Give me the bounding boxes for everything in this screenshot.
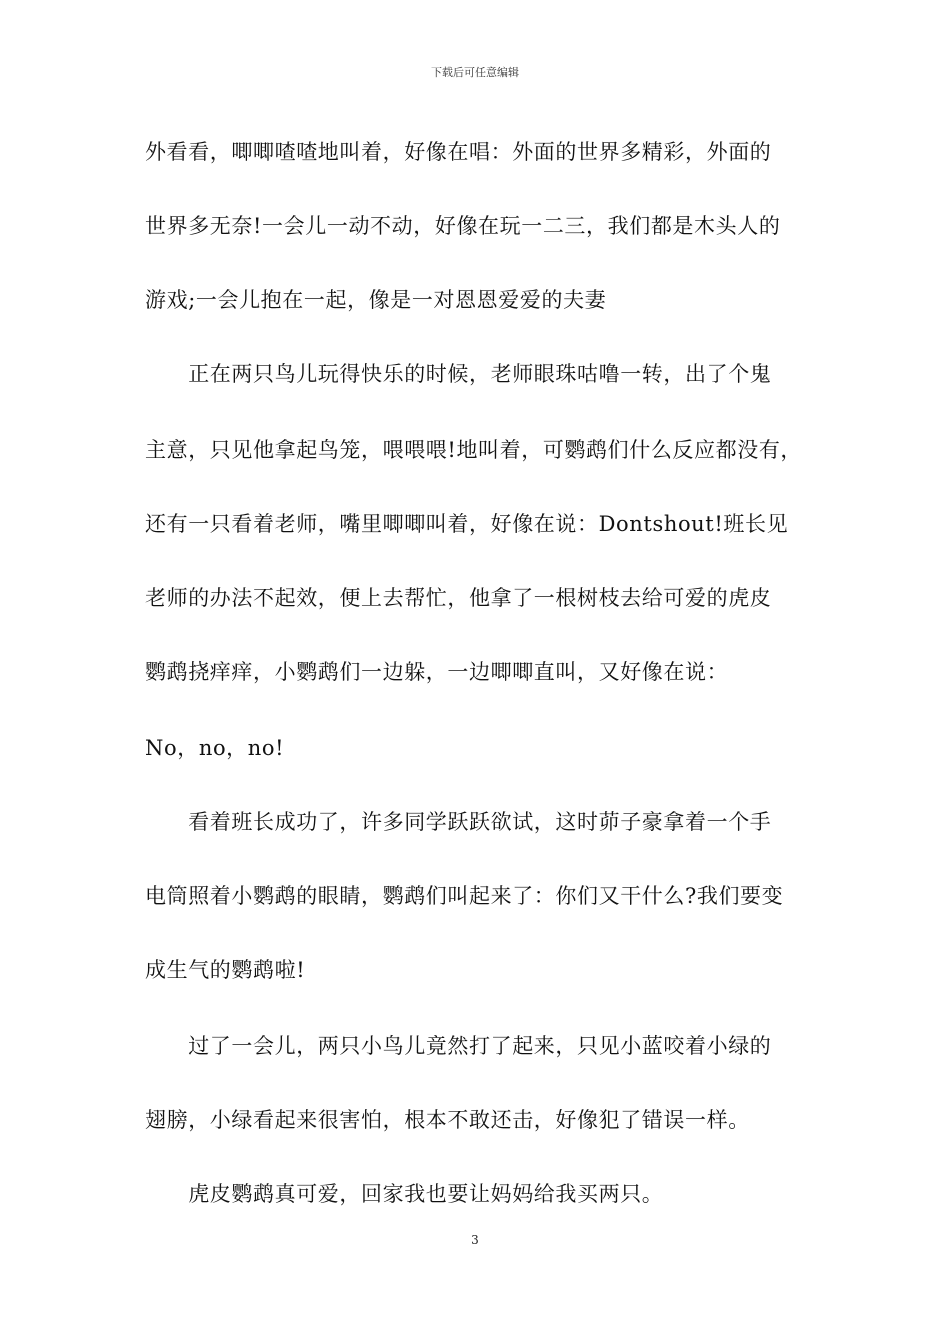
body-line: No，no，no!: [145, 736, 285, 760]
body-line: 鹦鹉挠痒痒，小鹦鹉们一边躲，一边唧唧直叫，又好像在说：: [145, 660, 729, 684]
page-header: 下载后可任意编辑: [431, 66, 519, 79]
body-line: 主意，只见他拿起鸟笼，喂喂喂!地叫着，可鹦鹉们什么反应都没有，: [145, 438, 803, 462]
body-line: 游戏;一会儿抱在一起，像是一对恩恩爱爱的夫妻: [145, 288, 607, 312]
body-line: 看着班长成功了，许多同学跃跃欲试，这时茆子豪拿着一个手: [145, 810, 772, 834]
body-line: 世界多无奈!一会儿一动不动，好像在玩一二三，我们都是木头人的: [145, 214, 781, 238]
body-line: 成生气的鹦鹉啦!: [145, 958, 306, 982]
page-number: 3: [471, 1233, 479, 1247]
body-line: 电筒照着小鹦鹉的眼睛，鹦鹉们叫起来了：你们又干什么?我们要变: [145, 884, 784, 908]
body-line: 外看看，唧唧喳喳地叫着，好像在唱：外面的世界多精彩，外面的: [145, 140, 772, 164]
body-line: 还有一只看着老师，嘴里唧唧叫着，好像在说：Dontshout!班长见: [145, 512, 789, 536]
body-line: 老师的办法不起效，便上去帮忙，他拿了一根树枝去给可爱的虎皮: [145, 586, 772, 610]
body-line: 翅膀，小绿看起来很害怕，根本不敢还击，好像犯了错误一样。: [145, 1108, 750, 1132]
body-line: 过了一会儿，两只小鸟儿竟然打了起来，只见小蓝咬着小绿的: [145, 1034, 772, 1058]
body-line: 虎皮鹦鹉真可爱，回家我也要让妈妈给我买两只。: [145, 1182, 664, 1206]
body-line: 正在两只鸟儿玩得快乐的时候，老师眼珠咕噜一转，出了个鬼: [145, 362, 772, 386]
